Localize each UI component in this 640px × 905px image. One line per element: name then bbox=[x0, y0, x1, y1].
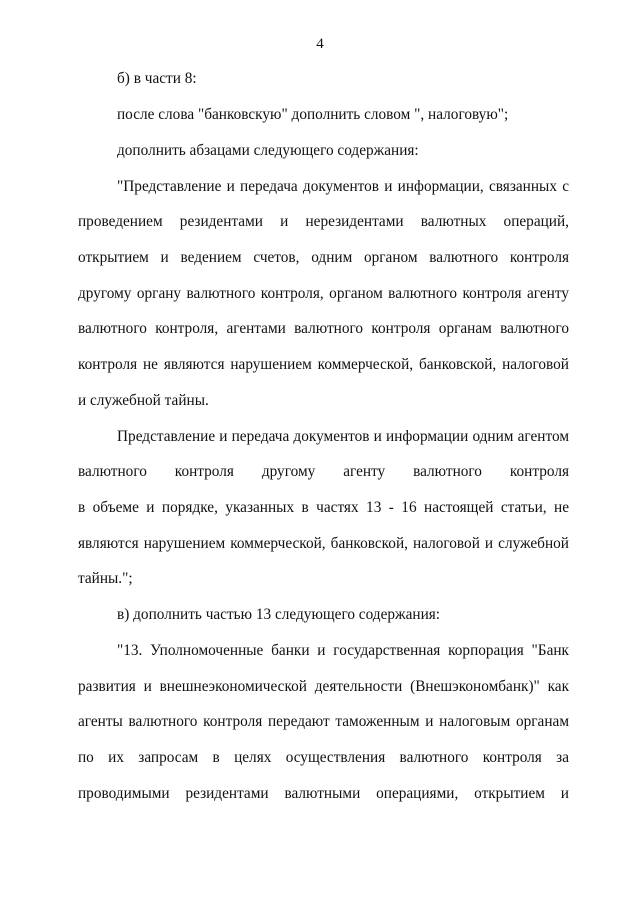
text-line: после слова "банковскую" дополнить словом ", налоговую"; bbox=[117, 106, 509, 123]
text-line: агенты валютного контроля передают таможенным и налоговым органам bbox=[78, 713, 569, 730]
text-line: "13. Уполномоченные банки и государственная корпорация "Банк bbox=[117, 642, 569, 659]
text-line: валютного контроля, агентами валютного контроля органам валютного bbox=[78, 320, 569, 337]
text-line: развития и внешнеэкономической деятельности (Внешэкономбанк)" как bbox=[78, 678, 569, 695]
text-line: открытием и ведением счетов, одним органом валютного контроля bbox=[78, 249, 569, 266]
text-line: другому органу валютного контроля, органом валютного контроля агенту bbox=[78, 285, 569, 302]
text-line: и служебной тайны. bbox=[78, 392, 209, 409]
text-line: по их запросам в целях осуществления валютного контроля за bbox=[78, 749, 569, 766]
text-line: являются нарушением коммерческой, банковской, налоговой и служебной bbox=[78, 535, 569, 552]
text-line-subpoint-b: б) в части 8: bbox=[117, 70, 197, 87]
text-line: проводимыми резидентами валютными операциями, открытием и bbox=[78, 785, 569, 802]
text-line: тайны."; bbox=[78, 570, 133, 587]
text-line: дополнить абзацами следующего содержания: bbox=[117, 142, 419, 159]
text-line: "Представление и передача документов и информации, связанных с bbox=[117, 178, 569, 195]
text-line: Представление и передача документов и информации одним агентом bbox=[117, 428, 569, 445]
text-line: валютного контроля другому агенту валютного контроля bbox=[78, 463, 569, 480]
text-line: проведением резидентами и нерезидентами валютных операций, bbox=[78, 213, 569, 230]
text-line: в объеме и порядке, указанных в частях 13 - 16 настоящей статьи, не bbox=[78, 499, 569, 516]
page-number: 4 bbox=[316, 36, 324, 52]
text-line: контроля не являются нарушением коммерческой, банковской, налоговой bbox=[78, 356, 569, 373]
text-line-subpoint-v: в) дополнить частью 13 следующего содержания: bbox=[117, 606, 441, 623]
